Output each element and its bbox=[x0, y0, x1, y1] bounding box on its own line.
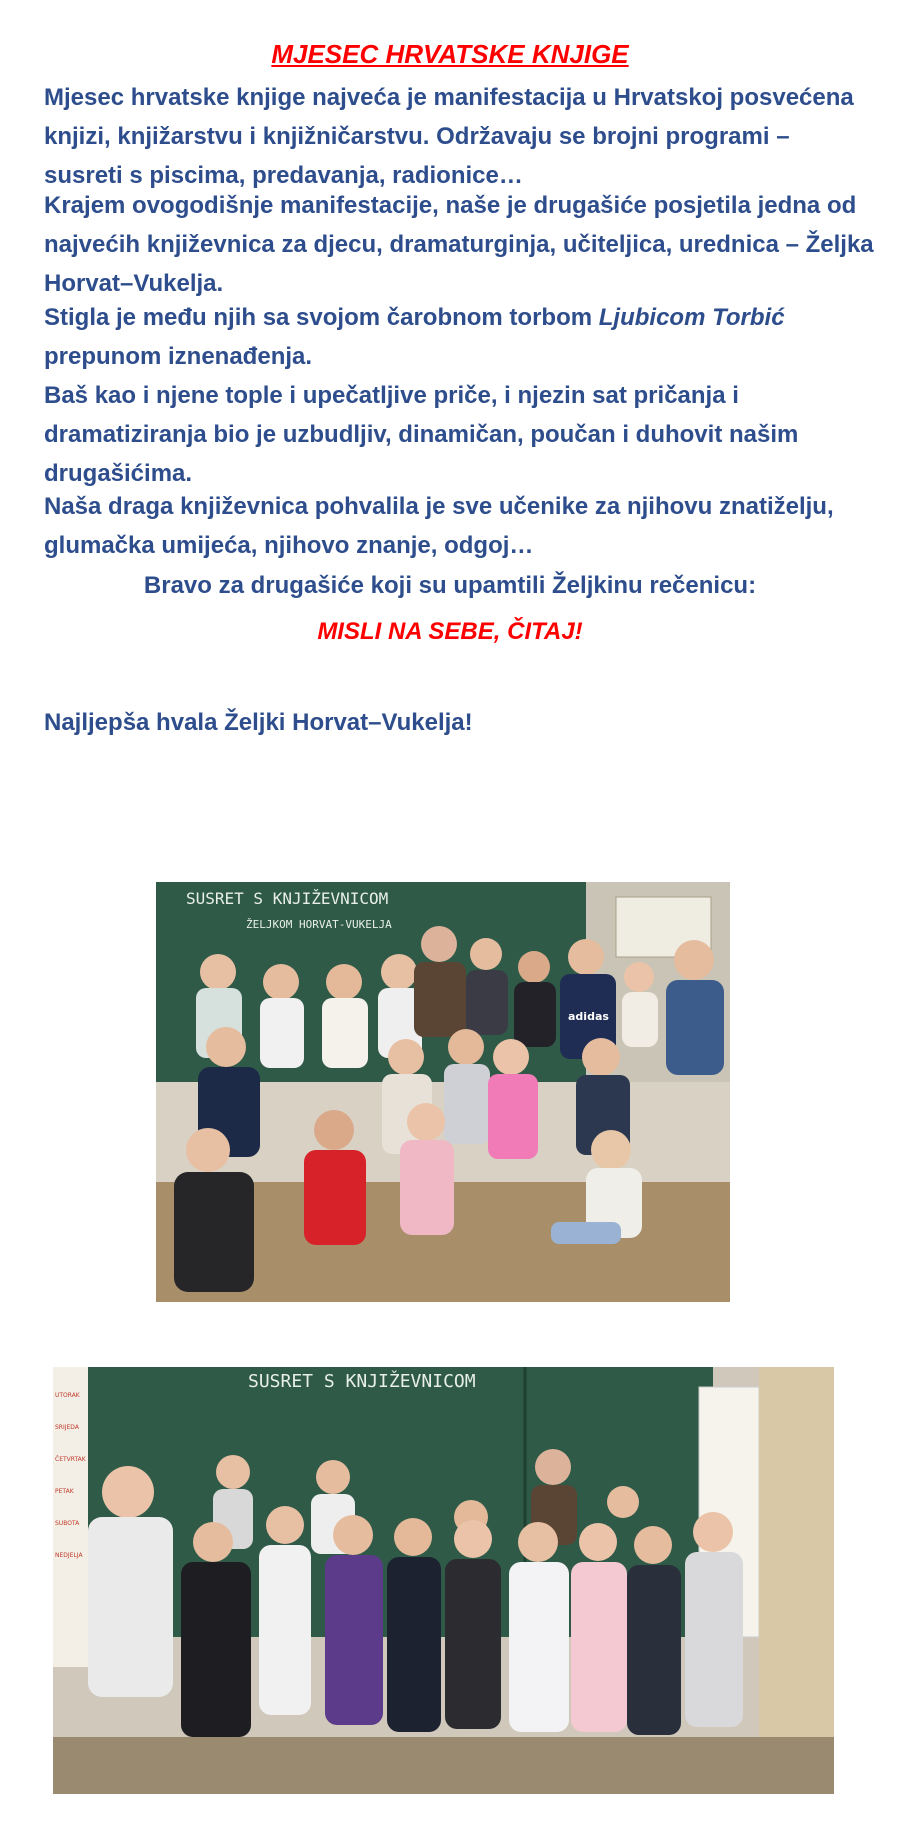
board-text-line1: SUSRET S KNJIŽEVNICOM bbox=[186, 889, 389, 908]
paragraph-bag-end: prepunom iznenađenja. bbox=[44, 343, 313, 370]
group-photo-1 bbox=[156, 882, 730, 1302]
shirt-logo-text: adidas bbox=[568, 1010, 609, 1023]
paragraph-visit: Krajem ovogodišnje manifestacije, naše je drugašiće posjetila jedna od najvećih književnica za djecu, dramaturginja, učiteljica, urednica – Željka Horvat–Vukelja. bbox=[44, 192, 874, 297]
group-photo-2-image bbox=[53, 1367, 834, 1794]
svg-text:NEDJELJA: NEDJELJA bbox=[55, 1552, 83, 1559]
svg-text:ČETVRTAK: ČETVRTAK bbox=[55, 1456, 86, 1463]
document-title: MJESEC HRVATSKE KNJIGE bbox=[271, 39, 629, 69]
svg-text:SRIJEDA: SRIJEDA bbox=[55, 1424, 79, 1431]
quote-line: MISLI NA SEBE, ČITAJ! bbox=[317, 618, 583, 645]
board-text-line2: ŽELJKOM HORVAT-VUKELJA bbox=[246, 918, 392, 931]
group-photo-1-image bbox=[156, 882, 730, 1302]
bag-name: Ljubicom Torbić bbox=[598, 304, 785, 331]
svg-text:SUBOTA: SUBOTA bbox=[55, 1520, 80, 1527]
board2-text-line1: SUSRET S KNJIŽEVNICOM bbox=[248, 1371, 476, 1392]
svg-text:PETAK: PETAK bbox=[55, 1488, 74, 1495]
bravo-line: Bravo za drugašiće koji su upamtili Željkinu rečenicu: bbox=[143, 572, 757, 599]
paragraph-stories: Baš kao i njene tople i upečatljive priče, i njezin sat pričanja i dramatiziranja bio je uzbudljiv, dinamičan, poučan i duhovit našim drugašićima. bbox=[44, 382, 799, 487]
group-photo-2 bbox=[53, 1367, 834, 1794]
svg-text:UTORAK: UTORAK bbox=[55, 1392, 80, 1399]
thanks-line: Najljepša hvala Željki Horvat–Vukelja! bbox=[44, 709, 473, 736]
paragraph-intro: Mjesec hrvatske knjige najveća je manifestacija u Hrvatskoj posvećena knjizi, knjižarstvu i knjižničarstvu. Održavaju se brojni programi – susreti s piscima, predavanja, radionice… bbox=[44, 84, 854, 189]
paragraph-praise: Naša draga književnica pohvalila je sve učenike za njihovu znatiželju, glumačka umijeća, njihovo znanje, odgoj… bbox=[44, 493, 834, 559]
paragraph-bag-start: Stigla je među njih sa svojom čarobnom torbom bbox=[44, 304, 599, 331]
paragraph-bag bbox=[44, 298, 874, 376]
